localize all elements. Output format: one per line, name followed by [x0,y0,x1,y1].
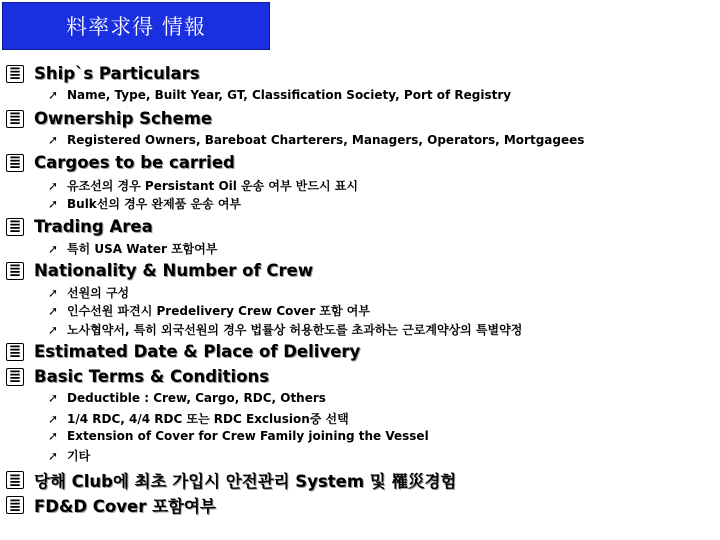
arrow-bullet-icon: ➚ [48,303,59,318]
page-title: 料率求得 情報 [66,15,206,39]
section-item [48,240,217,257]
section-heading [6,64,200,83]
section-label: Trading Area [34,217,153,236]
section-item [48,321,522,338]
section-item-text: Name, Type, Built Year, GT, Classification Society, Port of Registry [67,88,512,102]
arrow-bullet-icon: ➚ [48,241,59,256]
arrow-bullet-icon: ➚ [48,178,59,193]
section-item [48,302,370,319]
section-item-text: Deductible : Crew, Cargo, RDC, Others [67,391,326,405]
arrow-bullet-icon: ➚ [48,88,59,102]
section-item-text: Extension of Cover for Crew Family joining the Vessel [67,429,429,443]
section-heading [6,217,153,236]
section-item [48,391,326,405]
section-item [48,447,90,464]
section-label: FD&D Cover 포함여부 [34,497,216,516]
notepad-icon: ≣ [6,110,24,128]
section-label: 당해 Club에 최초 가입시 안전관리 System 및 罹災경험 [34,472,457,491]
arrow-bullet-icon: ➚ [48,322,59,337]
section-item-text: 특히 USA Water 포함여부 [67,242,218,256]
section-heading [6,342,360,361]
section-heading [6,261,313,280]
section-label: Basic Terms & Conditions [34,367,270,386]
notepad-icon: ≣ [6,496,24,514]
arrow-bullet-icon: ➚ [48,448,59,463]
section-heading [6,468,456,492]
section-item [48,177,358,194]
section-heading [6,367,269,386]
section-label: Ship`s Particulars [34,64,200,83]
section-item-text: 노사협약서, 특히 외국선원의 경우 법률상 허용한도를 초과하는 근로계약상의 특별약정 [67,323,523,337]
section-item-text: 선원의 구성 [67,286,130,300]
section-heading [6,153,235,172]
notepad-icon: ≣ [6,65,24,83]
section-item-text: 기타 [67,449,91,463]
section-item [48,429,429,443]
notepad-icon: ≣ [6,471,24,489]
section-item [48,284,129,301]
section-label: Estimated Date & Place of Delivery [34,342,361,361]
notepad-icon: ≣ [6,368,24,386]
section-item-text: 인수선원 파견시 Predelivery Crew Cover 포함 여부 [67,304,370,318]
arrow-bullet-icon: ➚ [48,391,59,405]
notepad-icon: ≣ [6,154,24,172]
section-heading [6,493,216,517]
arrow-bullet-icon: ➚ [48,429,59,443]
section-label: Ownership Scheme [34,109,213,128]
section-item [48,133,584,147]
section-item [48,410,349,427]
section-label: Cargoes to be carried [34,153,235,172]
arrow-bullet-icon: ➚ [48,285,59,300]
section-label: Nationality & Number of Crew [34,261,314,280]
section-item-text: Bulk선의 경우 완제품 운송 여부 [67,197,242,211]
arrow-bullet-icon: ➚ [48,133,59,147]
notepad-icon: ≣ [6,262,24,280]
section-heading [6,109,212,128]
section-item-text: 1/4 RDC, 4/4 RDC 또는 RDC Exclusion중 선택 [67,412,349,426]
section-item-text: Registered Owners, Bareboat Charterers, Managers, Operators, Mortgagees [67,133,585,147]
arrow-bullet-icon: ➚ [48,411,59,426]
page-title-banner [2,2,270,50]
arrow-bullet-icon: ➚ [48,196,59,211]
section-item [48,88,511,102]
section-item [48,195,241,212]
section-item-text: 유조선의 경우 Persistant Oil 운송 여부 반드시 표시 [67,179,358,193]
notepad-icon: ≣ [6,343,24,361]
notepad-icon: ≣ [6,218,24,236]
